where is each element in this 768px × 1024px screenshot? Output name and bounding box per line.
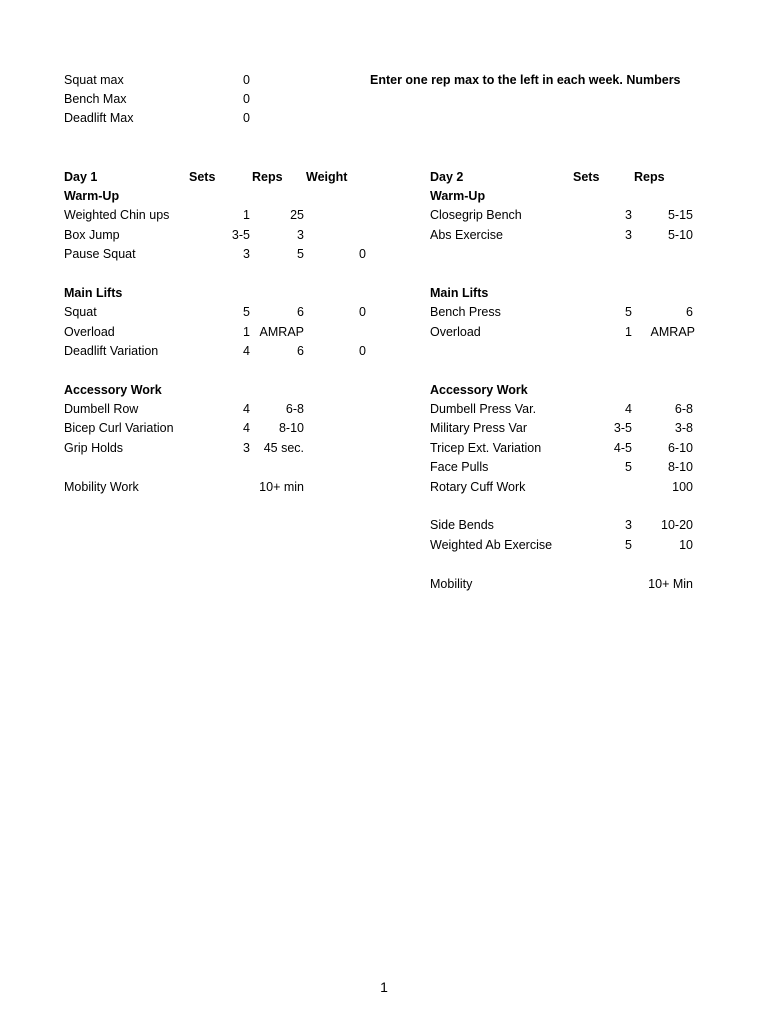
sets-cell[interactable]: 4-5 bbox=[613, 441, 632, 455]
exercise-name: Face Pulls bbox=[430, 460, 489, 474]
reps-cell[interactable]: AMRAP bbox=[650, 325, 695, 339]
reps-cell[interactable]: 6 bbox=[686, 305, 693, 319]
reps-cell[interactable]: 5 bbox=[297, 247, 304, 261]
weight-cell[interactable]: 0 bbox=[359, 344, 366, 358]
sets-cell[interactable]: 4 bbox=[243, 344, 250, 358]
reps-cell[interactable]: 6-8 bbox=[285, 402, 304, 416]
exercise-name: Deadlift Variation bbox=[64, 344, 159, 358]
bench-max-value[interactable]: 0 bbox=[243, 92, 250, 106]
day2-warmup-heading: Warm-Up bbox=[430, 189, 486, 203]
reps-cell[interactable]: 5-10 bbox=[667, 228, 693, 242]
exercise-name: Overload bbox=[430, 325, 481, 339]
day1-sets-header: Sets bbox=[189, 170, 216, 184]
weight-cell[interactable]: 0 bbox=[359, 305, 366, 319]
weight-cell[interactable]: 0 bbox=[359, 247, 366, 261]
exercise-name: Abs Exercise bbox=[430, 228, 503, 242]
sets-cell[interactable]: 3 bbox=[625, 208, 632, 222]
exercise-name: Bench Press bbox=[430, 305, 501, 319]
exercise-name: Pause Squat bbox=[64, 247, 136, 261]
sets-cell[interactable]: 1 bbox=[625, 325, 632, 339]
mobility-duration[interactable]: 10+ min bbox=[259, 480, 304, 494]
deadlift-max-value[interactable]: 0 bbox=[243, 111, 250, 125]
squat-max-value[interactable]: 0 bbox=[243, 73, 250, 87]
sets-cell[interactable]: 3 bbox=[243, 247, 250, 261]
exercise-name: Side Bends bbox=[430, 518, 494, 532]
bench-max-label: Bench Max bbox=[64, 92, 127, 106]
day2-title: Day 2 bbox=[430, 170, 464, 184]
day1-warmup-heading: Warm-Up bbox=[64, 189, 120, 203]
sets-cell[interactable]: 4 bbox=[625, 402, 632, 416]
reps-cell[interactable]: 8-10 bbox=[278, 421, 304, 435]
reps-cell[interactable]: 3 bbox=[297, 228, 304, 242]
reps-cell[interactable]: 5-15 bbox=[667, 208, 693, 222]
day1-title: Day 1 bbox=[64, 170, 98, 184]
day2-accessory-heading: Accessory Work bbox=[430, 383, 528, 397]
squat-max-label: Squat max bbox=[64, 73, 124, 87]
day1-weight-header: Weight bbox=[306, 170, 348, 184]
exercise-name: Dumbell Row bbox=[64, 402, 139, 416]
sets-cell[interactable]: 5 bbox=[625, 305, 632, 319]
mobility-name: Mobility Work bbox=[64, 480, 139, 494]
day1-main-heading: Main Lifts bbox=[64, 286, 123, 300]
exercise-name: Military Press Var bbox=[430, 421, 528, 435]
reps-cell[interactable]: 6-10 bbox=[667, 441, 693, 455]
reps-cell[interactable]: 100 bbox=[672, 480, 693, 494]
reps-cell[interactable]: 6 bbox=[297, 344, 304, 358]
deadlift-max-label: Deadlift Max bbox=[64, 111, 134, 125]
reps-cell[interactable]: 6-8 bbox=[674, 402, 693, 416]
exercise-name: Grip Holds bbox=[64, 441, 124, 455]
reps-cell[interactable]: 45 sec. bbox=[263, 441, 304, 455]
reps-cell[interactable]: AMRAP bbox=[259, 325, 304, 339]
sets-cell[interactable]: 4 bbox=[243, 402, 250, 416]
day1-accessory-heading: Accessory Work bbox=[64, 383, 162, 397]
exercise-name: Weighted Ab Exercise bbox=[430, 538, 553, 552]
mobility-name: Mobility bbox=[430, 577, 473, 591]
exercise-name: Squat bbox=[64, 305, 97, 319]
exercise-name: Overload bbox=[64, 325, 115, 339]
reps-cell[interactable]: 6 bbox=[297, 305, 304, 319]
sets-cell[interactable]: 1 bbox=[243, 208, 250, 222]
day2-sets-header: Sets bbox=[573, 170, 600, 184]
sets-cell[interactable]: 3 bbox=[625, 228, 632, 242]
reps-cell[interactable]: 25 bbox=[290, 208, 304, 222]
sets-cell[interactable]: 5 bbox=[243, 305, 250, 319]
exercise-name: Dumbell Press Var. bbox=[430, 402, 537, 416]
exercise-name: Bicep Curl Variation bbox=[64, 421, 174, 435]
sets-cell[interactable]: 3-5 bbox=[613, 421, 632, 435]
exercise-name: Rotary Cuff Work bbox=[430, 480, 526, 494]
reps-cell[interactable]: 10 bbox=[679, 538, 693, 552]
exercise-name: Closegrip Bench bbox=[430, 208, 522, 222]
mobility-duration[interactable]: 10+ Min bbox=[648, 577, 693, 591]
sets-cell[interactable]: 5 bbox=[625, 460, 632, 474]
day2-main-heading: Main Lifts bbox=[430, 286, 489, 300]
page-number: 1 bbox=[380, 979, 388, 995]
sets-cell[interactable]: 5 bbox=[625, 538, 632, 552]
sets-cell[interactable]: 4 bbox=[243, 421, 250, 435]
exercise-name: Tricep Ext. Variation bbox=[430, 441, 542, 455]
day2-reps-header: Reps bbox=[634, 170, 665, 184]
reps-cell[interactable]: 10-20 bbox=[661, 518, 693, 532]
instruction-text: Enter one rep max to the left in each week. Numbers bbox=[370, 73, 681, 87]
reps-cell[interactable]: 3-8 bbox=[674, 421, 693, 435]
exercise-name: Box Jump bbox=[64, 228, 120, 242]
sets-cell[interactable]: 3 bbox=[243, 441, 250, 455]
reps-cell[interactable]: 8-10 bbox=[667, 460, 693, 474]
day1-reps-header: Reps bbox=[252, 170, 283, 184]
sets-cell[interactable]: 3-5 bbox=[231, 228, 250, 242]
sets-cell[interactable]: 1 bbox=[243, 325, 250, 339]
exercise-name: Weighted Chin ups bbox=[64, 208, 170, 222]
sets-cell[interactable]: 3 bbox=[625, 518, 632, 532]
